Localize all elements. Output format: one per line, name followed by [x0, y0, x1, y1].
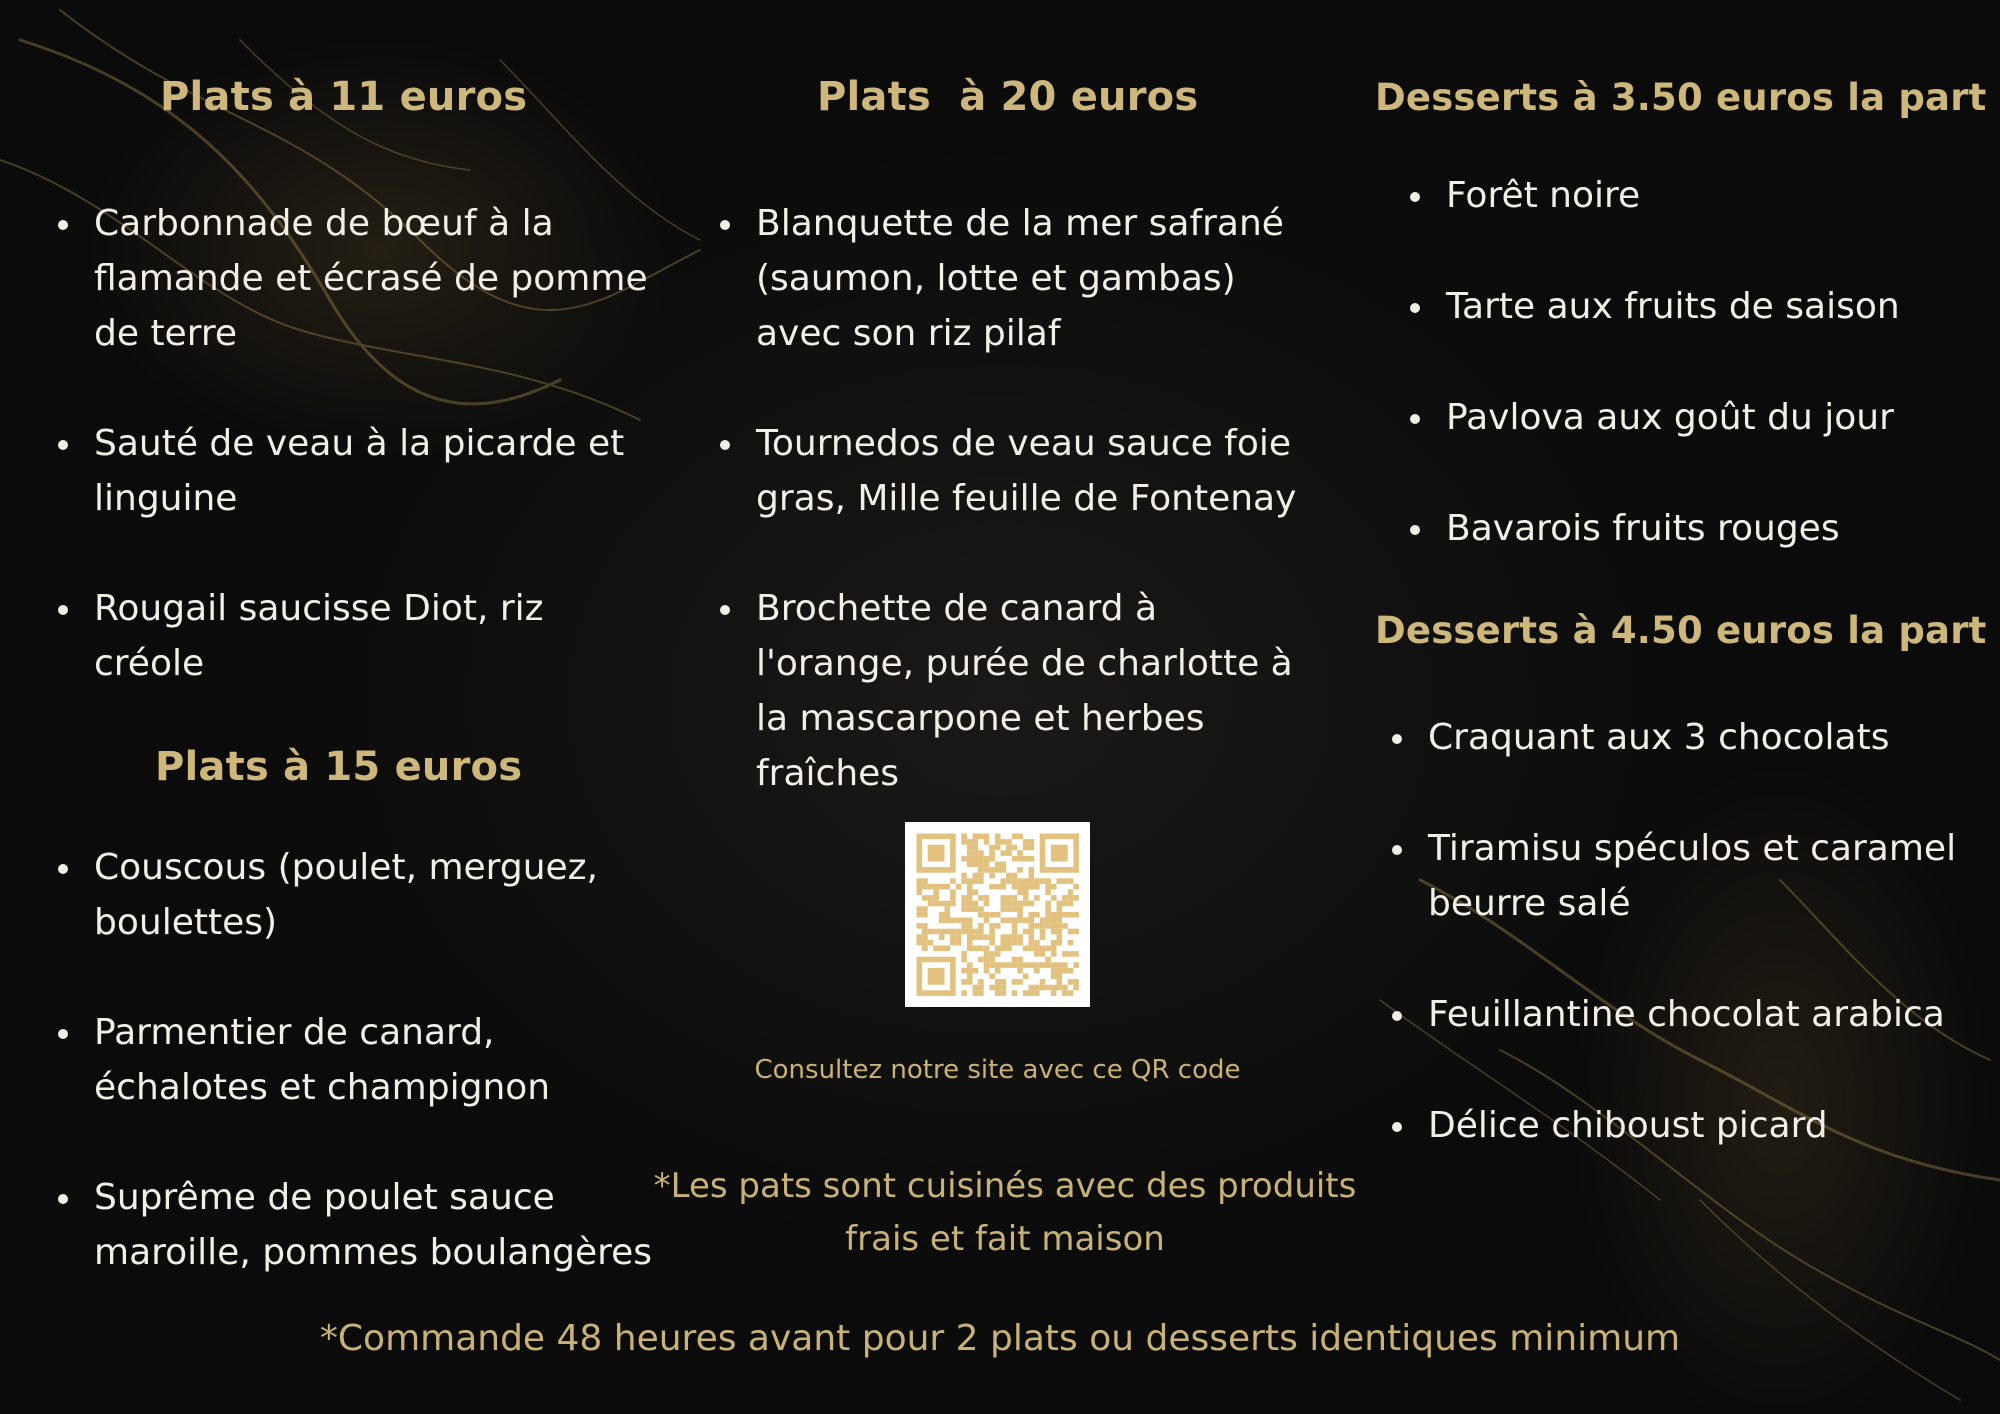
heading-plats-15: Plats à 15 euros: [155, 744, 523, 790]
list-item: Sauté de veau à la picarde et linguine: [58, 416, 654, 526]
list-item: Couscous (poulet, merguez, boulettes): [58, 840, 634, 950]
homemade-note: [640, 1160, 1370, 1266]
list-desserts-450: [1392, 710, 1972, 1153]
list-item: Carbonnade de bœuf à la flamande et écrasé de pomme de terre: [58, 196, 658, 361]
qr-code-icon: [905, 822, 1090, 1007]
list-desserts-350: [1410, 168, 1970, 556]
list-item: Suprême de poulet sauce maroille, pommes boulangères: [58, 1170, 658, 1280]
list-item: Pavlova aux goût du jour: [1410, 390, 1970, 445]
list-plats-20: [720, 196, 1320, 801]
list-item: Délice chiboust picard: [1392, 1098, 1972, 1153]
list-item: Forêt noire: [1410, 168, 1970, 223]
list-plats-11: [58, 196, 658, 691]
heading-plats-20: Plats à 20 euros: [817, 74, 1199, 120]
heading-desserts-350: Desserts à 3.50 euros la part: [1375, 76, 1987, 119]
list-item: Parmentier de canard, échalotes et champignon: [58, 1005, 594, 1115]
list-item: Craquant aux 3 chocolats: [1392, 710, 1972, 765]
qr-caption: Consultez notre site avec ce QR code: [754, 1055, 1241, 1085]
heading-desserts-450: Desserts à 4.50 euros la part: [1375, 609, 1987, 652]
list-item: Rougail saucisse Diot, riz créole: [58, 581, 584, 691]
homemade-note-line-2: frais et fait maison: [845, 1219, 1165, 1259]
homemade-note-line-1: *Les pats sont cuisinés avec des produits: [653, 1166, 1357, 1206]
list-plats-15: [58, 840, 658, 1280]
heading-plats-11: Plats à 11 euros: [160, 74, 528, 120]
list-item: Feuillantine chocolat arabica: [1392, 987, 1972, 1042]
list-item: Bavarois fruits rouges: [1410, 501, 1970, 556]
list-item: Tiramisu spéculos et caramel beurre salé: [1392, 821, 1968, 931]
qr-code[interactable]: [905, 822, 1090, 1007]
list-item: Blanquette de la mer safrané (saumon, lotte et gambas) avec son riz pilaf: [720, 196, 1320, 361]
list-item: Brochette de canard à l'orange, purée de charlotte à la mascarpone et herbes fraîches: [720, 581, 1320, 801]
list-item: Tarte aux fruits de saison: [1410, 279, 1970, 334]
order-note: *Commande 48 heures avant pour 2 plats ou desserts identiques minimum: [319, 1318, 1681, 1359]
list-item: Tournedos de veau sauce foie gras, Mille feuille de Fontenay: [720, 416, 1316, 526]
